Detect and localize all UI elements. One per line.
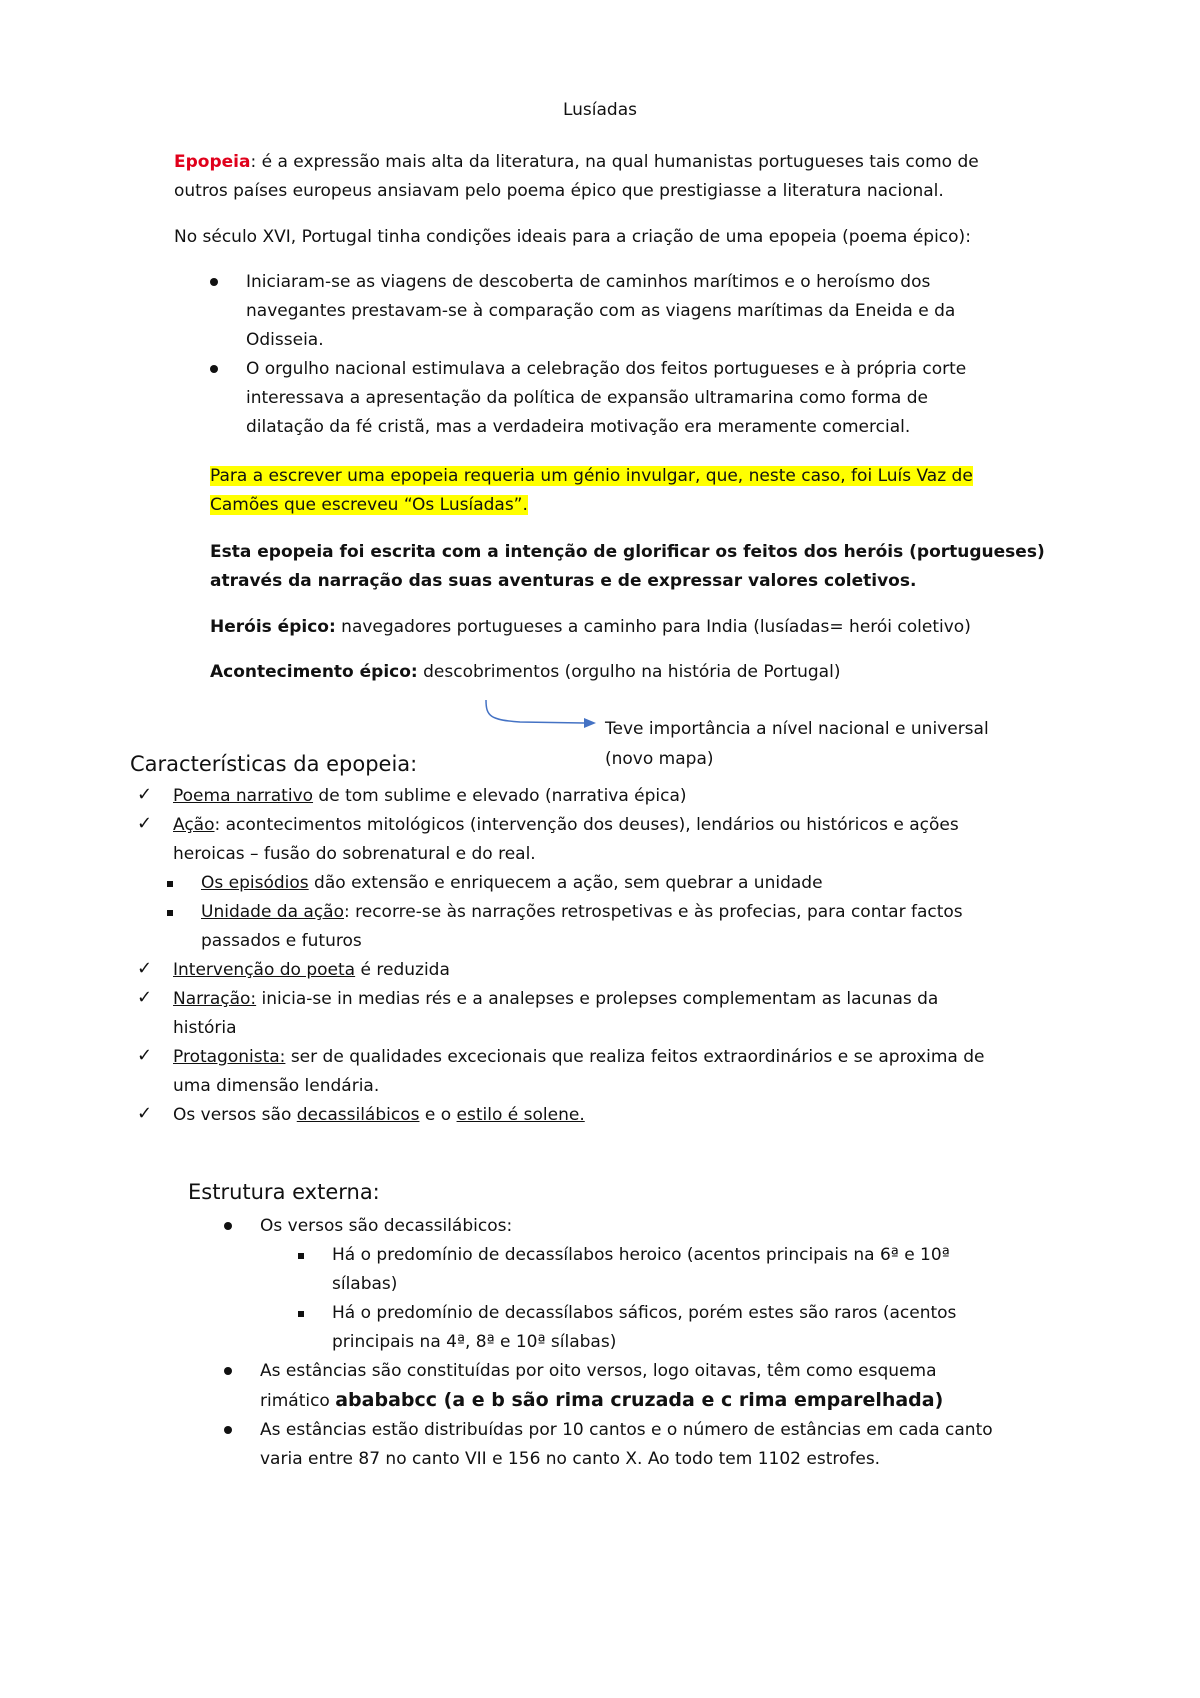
narracao-line-2: história: [173, 1018, 237, 1038]
bullet-1-line-3: Odisseia.: [246, 330, 324, 350]
estrutura-b3-line-1: As estâncias estão distribuídas por 10 cantos e o número de estâncias em cada canto: [260, 1420, 993, 1440]
list-item: [224, 1357, 1104, 1416]
intervencao-text: é reduzida: [355, 960, 450, 980]
list-item: [137, 956, 1057, 985]
estrutura-s1-line-1: Há o predomínio de decassílabos heroico (acentos principais na 6ª e 10ª: [332, 1245, 950, 1265]
list-item: [137, 811, 1057, 869]
rhyme-scheme: abababcc (a e b são rima cruzada e c rima emparelhada): [335, 1389, 944, 1411]
note-text: [605, 714, 989, 774]
estrutura-s1-line-2: sílabas): [332, 1274, 398, 1294]
bullet-1-line-2: navegantes prestavam-se à comparação com as viagens marítimas da Eneida e da: [246, 301, 956, 321]
bullet-icon: [224, 1367, 232, 1375]
list-item: [224, 1299, 1104, 1357]
protagonista-text: ser de qualidades excecionais que realiza feitos extraordinários e se aproxima de: [285, 1047, 985, 1067]
herois-text: navegadores portugueses a caminho para India (lusíadas= herói coletivo): [335, 617, 971, 637]
unidade-line-2: passados e futuros: [201, 931, 362, 951]
square-bullet-icon: [298, 1253, 304, 1259]
list-item: [137, 782, 1057, 811]
caracteristicas-heading: Características da epopeia:: [130, 752, 418, 776]
herois-line: [210, 613, 971, 642]
list-item: [210, 355, 1030, 442]
unidade-text: : recorre-se às narrações retrospetivas e às profecias, para contar factos: [344, 902, 963, 922]
estrutura-b1: Os versos são decassilábicos:: [260, 1216, 513, 1236]
intervencao-term: Intervenção do poeta: [173, 960, 356, 980]
check-icon: ✓: [137, 958, 153, 979]
episodios-text: dão extensão e enriquecem a ação, sem quebrar a unidade: [308, 873, 823, 893]
poema-term: Poema narrativo: [173, 786, 314, 806]
bullet-2-line-1: O orgulho nacional estimulava a celebração dos feitos portugueses e à própria corte: [246, 359, 967, 379]
intro-line-2: outros países europeus ansiavam pelo poema épico que prestigiasse a literatura nacional.: [174, 181, 944, 201]
protagonista-term: Protagonista:: [173, 1047, 286, 1067]
document-title: Lusíadas: [562, 100, 637, 120]
estrutura-s2-line-2: principais na 4ª, 8ª e 10ª sílabas): [332, 1332, 617, 1352]
intent-line-1: Esta epopeia foi escrita com a intenção de glorificar os feitos dos heróis (portugueses): [210, 542, 1045, 562]
square-bullet-icon: [298, 1311, 304, 1317]
intro-line-1: : é a expressão mais alta da literatura, na qual humanistas portugueses tais como de: [250, 152, 979, 172]
intent-paragraph: [210, 538, 1045, 596]
check-icon: ✓: [137, 1103, 153, 1124]
acontecimento-label: Acontecimento épico:: [210, 662, 418, 682]
check-icon: ✓: [137, 813, 153, 834]
intent-line-2: através da narração das suas aventuras e de expressar valores coletivos.: [210, 571, 917, 591]
list-item: [137, 1043, 1057, 1101]
poema-text: de tom sublime e elevado (narrativa épica): [313, 786, 687, 806]
estrutura-list: [224, 1212, 1104, 1474]
list-item: [210, 268, 1030, 355]
estrutura-b3-line-2: varia entre 87 no canto VII e 156 no canto X. Ao todo tem 1102 estrofes.: [260, 1449, 881, 1469]
square-bullet-icon: [167, 881, 173, 887]
highlight-line-2: Camões que escreveu “Os Lusíadas”.: [210, 495, 528, 515]
caracteristicas-list: [137, 782, 1057, 1130]
unidade-term: Unidade da ação: [201, 902, 344, 922]
acao-text: : acontecimentos mitológicos (intervenção dos deuses), lendários ou históricos e ações: [214, 815, 959, 835]
protagonista-line-2: uma dimensão lendária.: [173, 1076, 380, 1096]
acao-term: Ação: [173, 815, 215, 835]
list-item: [224, 1416, 1104, 1474]
check-icon: ✓: [137, 784, 153, 805]
bullet-2-line-3: dilatação da fé cristã, mas a verdadeira motivação era meramente comercial.: [246, 417, 911, 437]
xvi-line: No século XVI, Portugal tinha condições ideais para a criação de uma epopeia (poema épico):: [174, 227, 971, 247]
highlight-paragraph: [210, 462, 973, 520]
check-icon: ✓: [137, 1045, 153, 1066]
narracao-text: inicia-se in medias rés e a analepses e prolepses complementam as lacunas da: [256, 989, 939, 1009]
versos-term-estilo: estilo é solene.: [456, 1105, 585, 1125]
list-item: [224, 1212, 1104, 1241]
bullet-1-line-1: Iniciaram-se as viagens de descoberta de caminhos marítimos e o heroísmo dos: [246, 272, 931, 292]
episodios-term: Os episódios: [201, 873, 309, 893]
versos-mid: e o: [419, 1105, 457, 1125]
highlight-line-1: Para a escrever uma epopeia requeria um génio invulgar, que, neste caso, foi Luís Vaz de: [210, 466, 973, 486]
bullet-icon: [210, 365, 218, 373]
herois-label: Heróis épico:: [210, 617, 336, 637]
intro-paragraph: [174, 148, 979, 206]
bullet-icon: [224, 1222, 232, 1230]
bullet-icon: [224, 1426, 232, 1434]
estrutura-s2-line-1: Há o predomínio de decassílabos sáficos, porém estes são raros (acentos: [332, 1303, 957, 1323]
term-epopeia: Epopeia: [174, 152, 251, 172]
estrutura-heading: Estrutura externa:: [188, 1180, 380, 1204]
list-item: [137, 985, 1057, 1043]
bullet-icon: [210, 278, 218, 286]
bullet-2-line-2: interessava a apresentação da política de expansão ultramarina como forma de: [246, 388, 928, 408]
narracao-term: Narração:: [173, 989, 257, 1009]
versos-term-decassilabicos: decassilábicos: [296, 1105, 420, 1125]
conditions-list: [210, 268, 1030, 442]
check-icon: ✓: [137, 987, 153, 1008]
connector-arrow: [480, 698, 600, 730]
list-item: [137, 1101, 1057, 1130]
acontecimento-line: [210, 658, 840, 687]
acontecimento-text: descobrimentos (orgulho na história de Portugal): [417, 662, 841, 682]
acao-line-2: heroicas – fusão do sobrenatural e do real.: [173, 844, 536, 864]
versos-pre: Os versos são: [173, 1105, 297, 1125]
note-line-1: Teve importância a nível nacional e universal: [605, 719, 989, 739]
list-item: [137, 869, 1057, 898]
estrutura-b2-pre: rimático: [260, 1391, 336, 1411]
square-bullet-icon: [167, 910, 173, 916]
list-item: [224, 1241, 1104, 1299]
estrutura-b2-line-1: As estâncias são constituídas por oito versos, logo oitavas, têm como esquema: [260, 1361, 937, 1381]
note-line-2: (novo mapa): [605, 749, 714, 769]
list-item: [137, 898, 1057, 956]
